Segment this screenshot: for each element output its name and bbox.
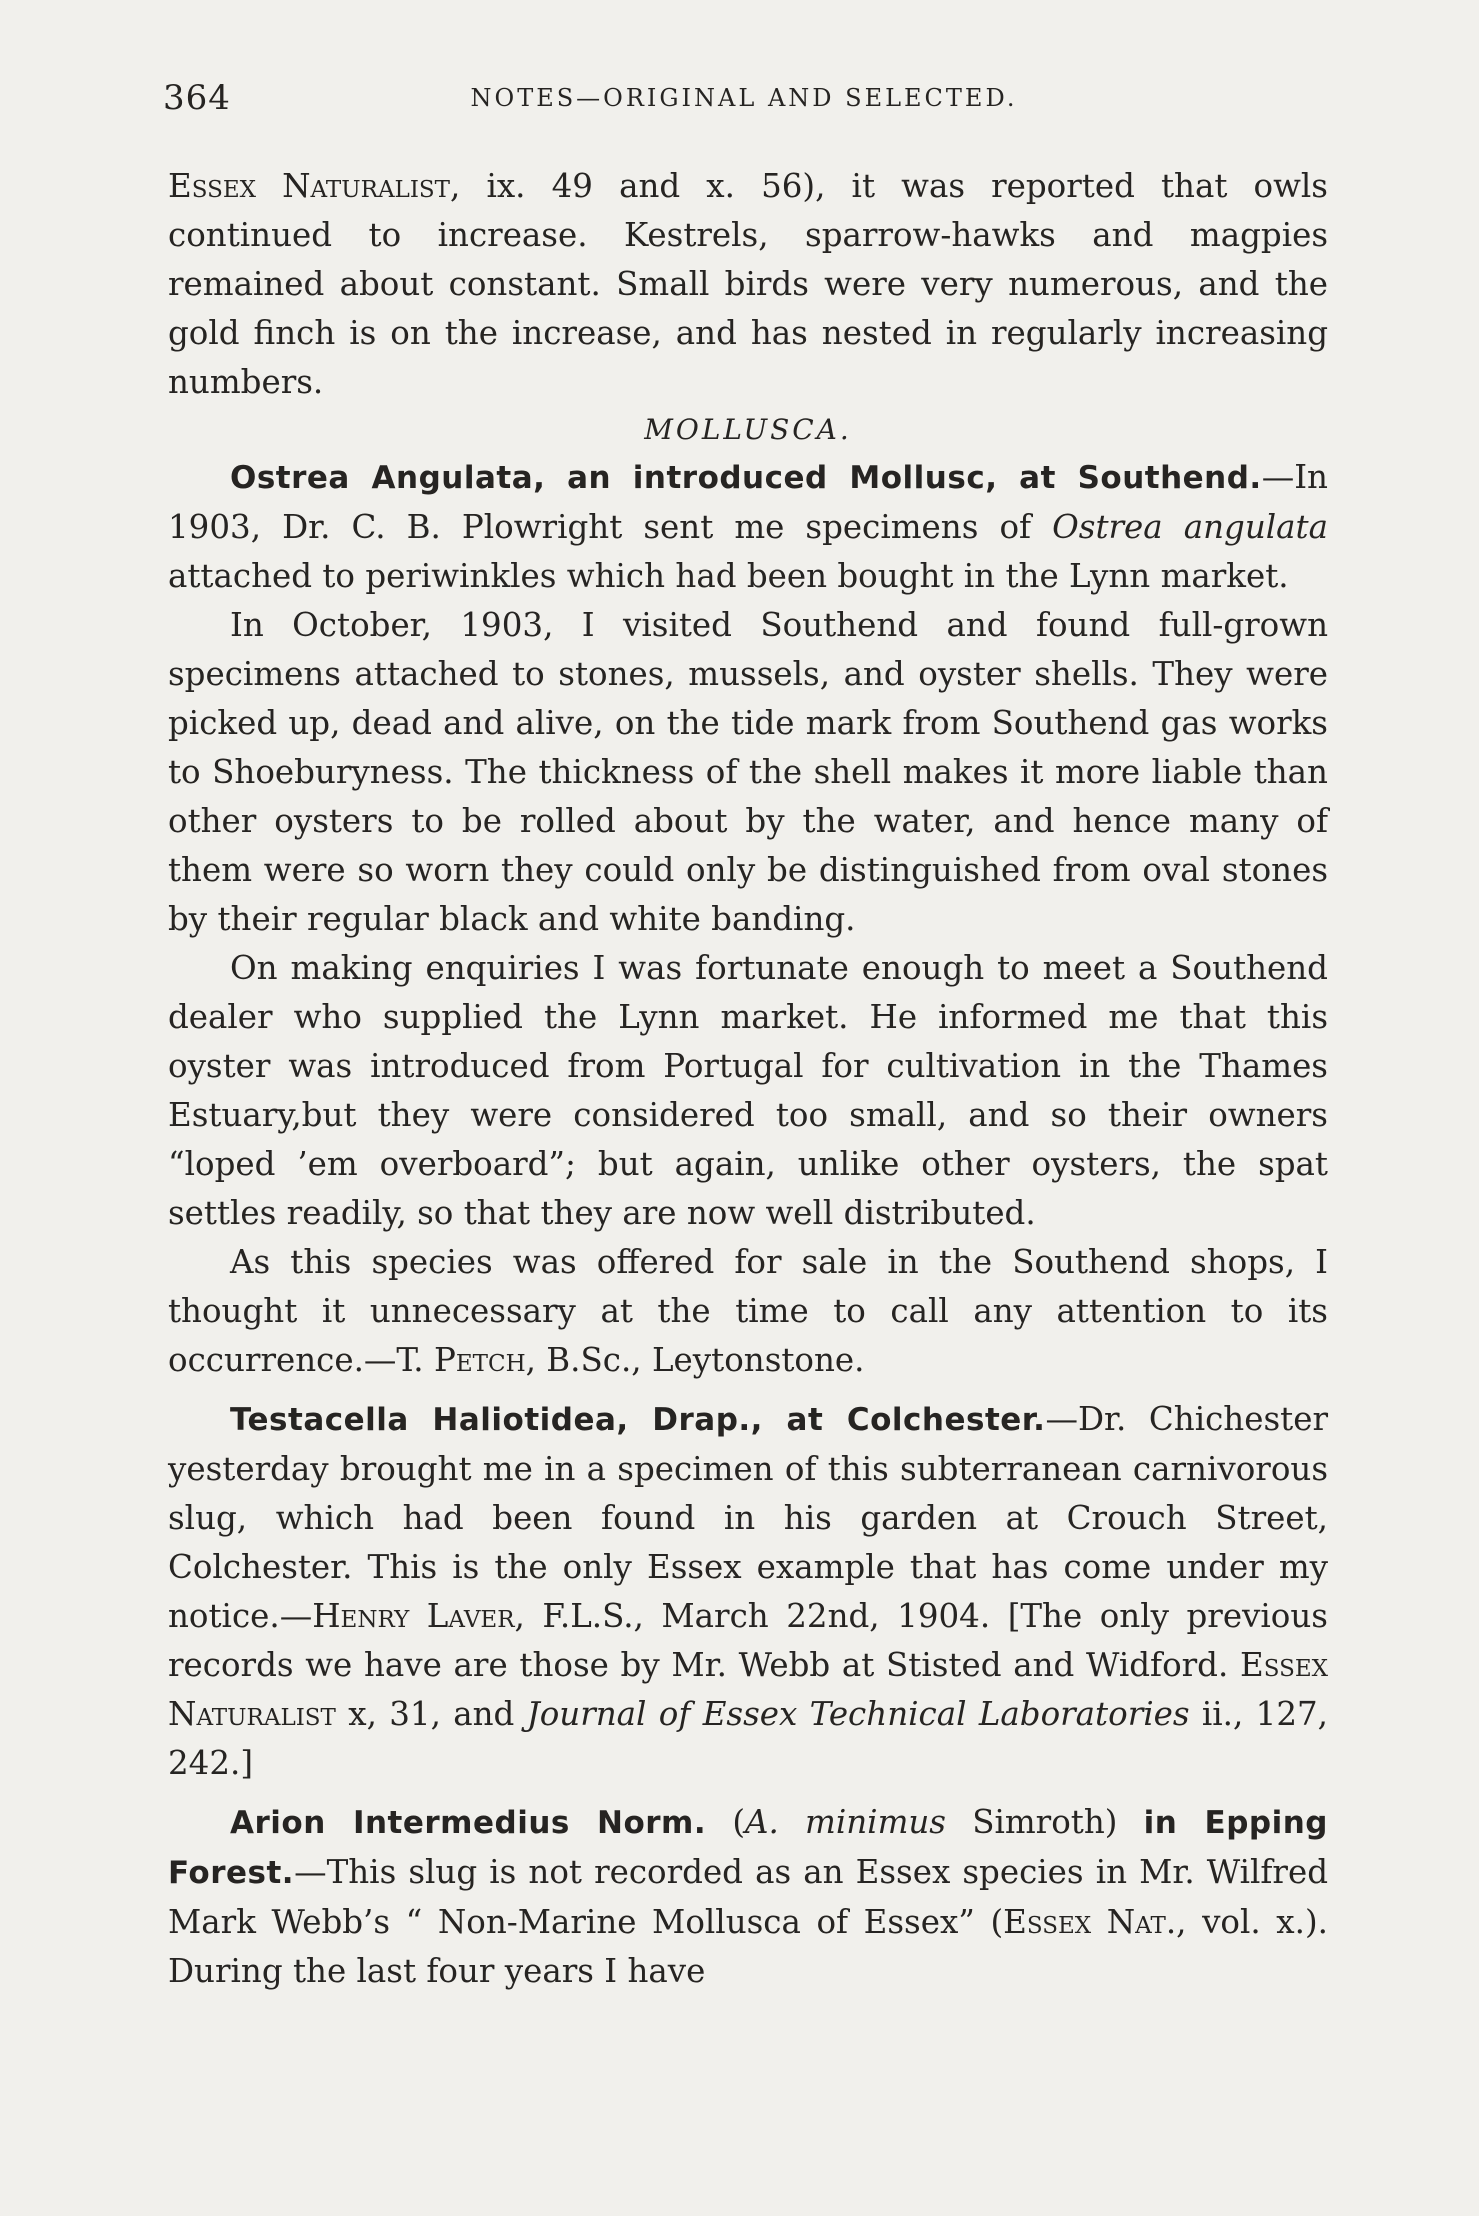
ostrea-paragraph-3: On making enquiries I was fortunate enough to meet a Southend dealer who supplied the Lynn market. He informed me that this oyster was introduced from Portugal for cultivation in the Thames Estuary,but they were considered too small, and so their owners “loped ’em overboard”; but again, unlike other oysters, the spat settles readily, so that they are now well distributed. xyxy=(168,949,1328,1232)
journal-name: Essex Naturalist xyxy=(168,167,451,205)
author-name: T. Petch xyxy=(396,1341,526,1379)
page-number: 364 xyxy=(163,78,231,118)
journal-name: Essex Naturalist xyxy=(168,1646,1328,1733)
species-name: Ostrea angulata xyxy=(1052,508,1328,546)
note-title: Ostrea Angulata, an introduced Mollusc, at Southend. xyxy=(230,460,1262,496)
continuation-paragraph: Essex Naturalist, ix. 49 and x. 56), it was reported that owls continued to increase. Kestrels, sparrow-hawks and magpies remained about constant. Small birds were very numerous, and the gold finch is on the increase, and has nested in regularly increasing numbers. xyxy=(168,167,1328,401)
section-heading: MOLLUSCA. xyxy=(644,413,852,446)
page-body xyxy=(168,162,1328,1996)
note-title: Arion Intermedius Norm. xyxy=(230,1805,707,1841)
ostrea-paragraph-2: In October, 1903, I visited Southend and found full-grown specimens attached to stones, mussels, and oyster shells. They were picked up, dead and alive, on the tide mark from Southend gas works to Shoeburyness. The thickness of the shell makes it more liable than other oysters to be rolled about by the water, and hence many of them were so worn they could only be distinguished from oval stones by their regular black and white banding. xyxy=(168,606,1328,938)
running-title: NOTES—ORIGINAL AND SELECTED. xyxy=(470,84,1018,112)
arion-note: Arion Intermedius Norm. (A. minimus Simroth) in Epping Forest.—This slug is not recorded as an Essex species in Mr. Wilfred Mark Webb’s “ Non-Marine Mollusca of Essex” (Essex Nat., vol. x.). During the last four years I have xyxy=(168,1803,1328,1990)
note-title: Testacella Haliotidea, Drap., at Colchester. xyxy=(230,1402,1046,1438)
author-name: Henry Laver xyxy=(312,1597,515,1635)
ostrea-note: Ostrea Angulata, an introduced Mollusc, at Southend.—In 1903, Dr. C. B. Plowright sent me specimens of Ostrea angulata attached to periwinkles which had been bought in the Lynn market. xyxy=(168,458,1328,595)
ostrea-paragraph-4: As this species was offered for sale in the Southend shops, I thought it unnecessary at the time to call any attention to its occurrence.—T. Petch, B.Sc., Leytonstone. xyxy=(168,1243,1328,1379)
page-header xyxy=(163,78,1325,128)
species-name: A. minimus xyxy=(745,1803,946,1841)
note-title: in Epping Forest. xyxy=(168,1805,1328,1891)
journal-name: Essex Nat. xyxy=(1003,1903,1177,1941)
journal-name: Journal of Essex Technical Laboratories xyxy=(526,1695,1190,1733)
testacella-note: Testacella Haliotidea, Drap., at Colchester.—Dr. Chichester yesterday brought me in a specimen of this subterranean carnivorous slug, which had been found in his garden at Crouch Street, Colchester. This is the only Essex example that has come under my notice.—Henry Laver, F.L.S., March 22nd, 1904. [The only previous records we have are those by Mr. Webb at Stisted and Widford. Essex Naturalist x, 31, and Journal of Essex Technical Laboratories ii., 127, 242.] xyxy=(168,1400,1329,1782)
